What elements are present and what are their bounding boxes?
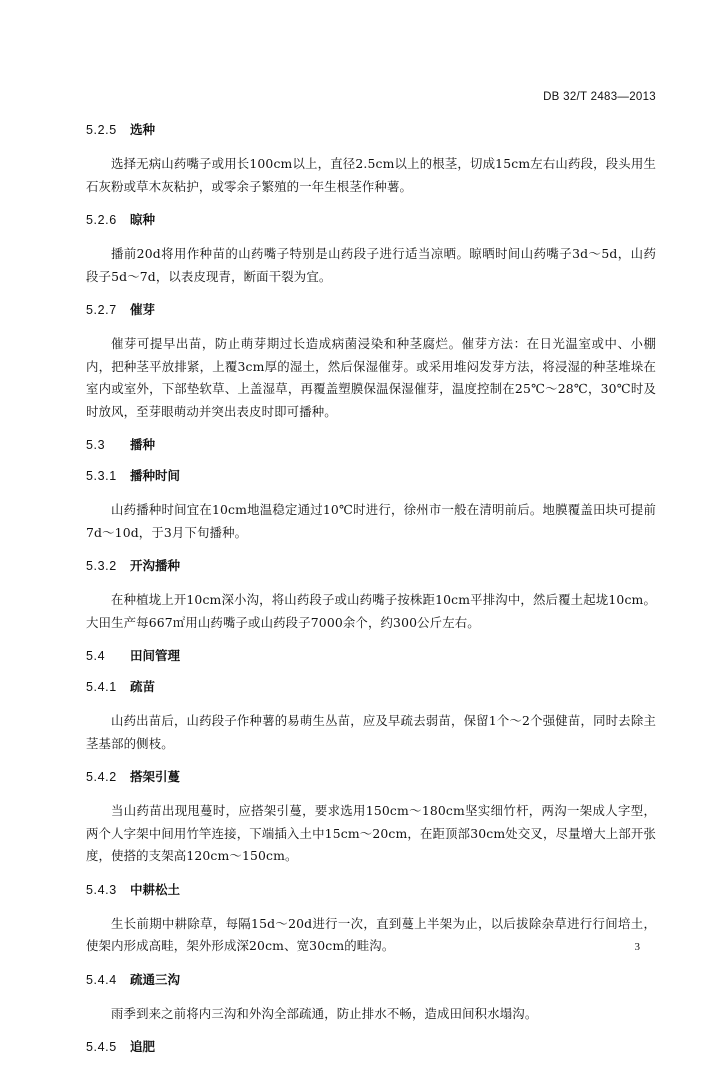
section-number: 5.3.2 <box>86 559 117 573</box>
section-number: 5.4.3 <box>86 882 117 897</box>
section-heading <box>86 558 656 574</box>
section-title: 疏通三沟 <box>130 971 181 987</box>
section-title: 播种时间 <box>130 468 181 483</box>
section-number: 5.4.5 <box>86 1040 117 1054</box>
section-heading <box>86 122 656 138</box>
section-number: 5.2.7 <box>86 303 117 317</box>
section-paragraph: 当山药苗出现甩蔓时，应搭架引蔓，要求选用150cm～180cm坚实细竹杆，两沟一架成人字型，两个人字架中间用竹竿连接，下端插入土中15cm～20cm，在距顶部30cm处交叉，尽量增大上部开张度，使搭的支架高120cm～150cm。 <box>86 803 656 863</box>
section-number: 5.3.1 <box>86 469 117 483</box>
section-heading <box>86 437 656 453</box>
section-paragraph: 在种植垅上开10cm深小沟，将山药段子或山药嘴子按株距10cm平排沟中，然后覆土起垅10cm。大田生产每667㎡用山药嘴子或山药段子7000余个，约300公斤左右。 <box>86 592 656 630</box>
section-title: 开沟播种 <box>130 558 181 573</box>
section-title: 晾种 <box>130 212 156 227</box>
section-paragraph: 山药播种时间宜在10cm地温稳定通过10℃时进行，徐州市一般在清明前后。地膜覆盖田块可提前7d～10d，于3月下旬播种。 <box>86 502 656 540</box>
section-heading <box>86 1039 656 1055</box>
section-heading <box>86 679 656 695</box>
section-title: 搭架引蔓 <box>130 769 181 784</box>
section-number: 5.4 <box>86 649 106 663</box>
document-body <box>86 122 656 1070</box>
section-paragraph: 选择无病山药嘴子或用长100cm以上，直径2.5cm以上的根茎，切成15cm左右山药段，段头用生石灰粉或草木灰粘护，或零余子繁殖的一年生根茎作种薯。 <box>86 156 656 194</box>
section-title: 选种 <box>130 122 156 137</box>
section-heading <box>86 302 656 318</box>
section-title: 中耕松土 <box>130 881 181 897</box>
section-heading <box>86 468 656 484</box>
section-heading <box>86 882 656 898</box>
section-number: 5.3 <box>86 438 106 452</box>
section-heading <box>86 769 656 785</box>
section-paragraph: 生长前期中耕除草，每隔15d～20d进行一次，直到蔓上半架为止，以后拔除杂草进行行间培土，使架内形成高畦，架外形成深20cm、宽30cm的畦沟。 <box>86 915 656 953</box>
section-number: 5.2.6 <box>86 213 117 227</box>
standard-code: DB 32/T 2483—2013 <box>543 91 656 103</box>
section-heading <box>86 648 656 664</box>
section-paragraph: 催芽可提早出苗，防止萌芽期过长造成病菌浸染和种茎腐烂。催芽方法：在日光温室或中、小棚内，把种茎平放排紧，上覆3cm厚的湿土，然后保湿催芽。或采用堆闷发芽方法，将浸湿的种茎堆垛在室内或室外，下部垫软草、上盖湿草，再覆盖塑膜保温保湿催芽，温度控制在25℃～28℃，30℃时及时放风，至芽眼萌动并突出表皮时即可播种。 <box>86 336 656 419</box>
section-number: 5.4.2 <box>86 770 117 784</box>
section-paragraph: 山药出苗后，山药段子作种薯的易萌生丛苗，应及早疏去弱苗，保留1个～2个强健苗，同时去除主茎基部的侧枝。 <box>86 713 656 751</box>
section-title: 播种 <box>130 437 156 452</box>
section-heading <box>86 972 656 988</box>
section-title: 追肥 <box>130 1039 156 1054</box>
page-number: 3 <box>634 941 640 953</box>
section-number: 5.4.1 <box>86 680 117 694</box>
section-heading <box>86 212 656 228</box>
section-number: 5.2.5 <box>86 123 117 137</box>
section-title: 田间管理 <box>130 648 181 663</box>
section-number: 5.4.4 <box>86 972 117 987</box>
section-title: 疏苗 <box>130 679 156 694</box>
section-title: 催芽 <box>130 302 156 317</box>
section-paragraph: 雨季到来之前将内三沟和外沟全部疏通，防止排水不畅，造成田间积水塌沟。 <box>111 1005 538 1021</box>
section-paragraph: 播前20d将用作种苗的山药嘴子特别是山药段子进行适当凉晒。晾晒时间山药嘴子3d～5d，山药段子5d～7d，以表皮现青，断面干裂为宜。 <box>86 246 656 284</box>
